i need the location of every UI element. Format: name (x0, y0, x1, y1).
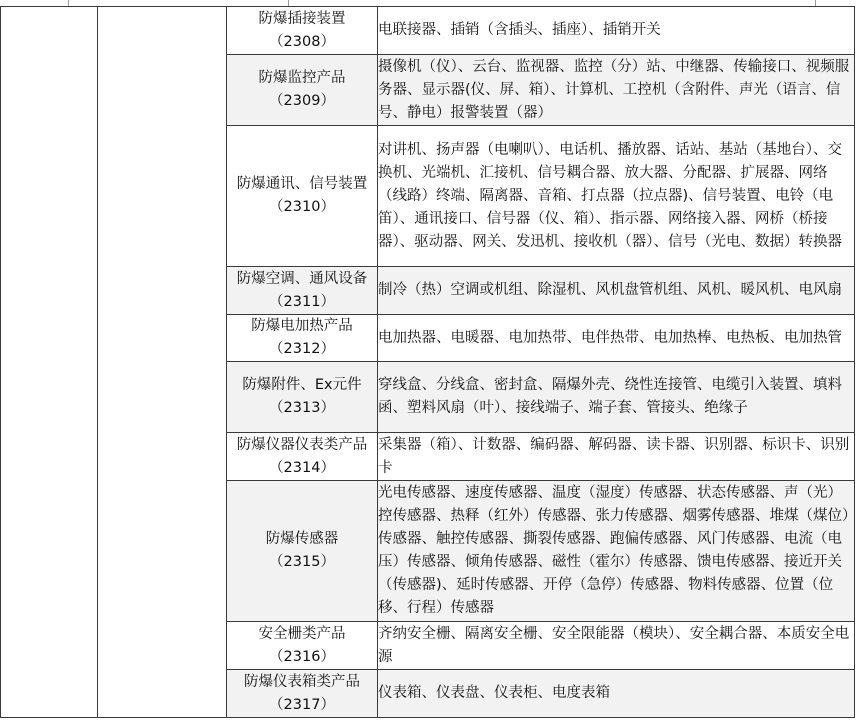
product-name-cell: 防爆仪器仪表类产品 （2314） (227, 433, 378, 481)
product-code: （2312） (269, 341, 335, 357)
product-description-cell: 采集器（箱）、计数器、编码器、解码器、读卡器、识别器、标识卡、识别卡 (378, 433, 855, 481)
product-name-cell: 防爆附件、Ex元件 （2313） (227, 362, 378, 433)
product-name-cell: 防爆传感器 （2315） (227, 481, 378, 622)
product-description-cell: 电加热器、电暖器、电加热带、电伴热带、电加热棒、电热板、电加热管 (378, 315, 855, 362)
product-category-table (0, 6, 855, 718)
product-code: （2314） (269, 459, 335, 476)
product-description-cell: 摄像机（仪）、云台、监视器、监控（分）站、中继器、传输接口、视频服务器、显示器(仪、屏、箱）、计算机、工控机（含附件、声光（语言、信号、静电）报警装置（器） (378, 55, 855, 126)
product-name-cell: 安全栅类产品 （2316） (227, 622, 378, 670)
product-name-cell: 防爆监控产品 （2309） (227, 55, 378, 126)
product-code: （2309） (269, 93, 335, 109)
product-description-cell: 对讲机、扬声器（电喇叭）、电话机、播放器、话站、基站（基地台）、交换机、光端机、汇接机、信号耦合器、放大器、分配器、扩展器、网络（线路）终端、隔离器、音箱、打点器（拉点器)、信号装置、电铃（电笛）、通讯接口、信号器（仪、箱）、指示器、网络接入器、网桥（桥接器）、驱动器、网关、发迅机、接收机（器）、信号（光电、数据）转换器 (378, 126, 855, 267)
product-name-cell: 防爆电加热产品 （2312） (227, 315, 378, 362)
product-name-cell: 防爆插接装置 （2308） (227, 7, 378, 55)
product-code: （2316） (269, 648, 335, 665)
product-code: （2315） (269, 554, 335, 570)
product-code: （2317） (269, 696, 335, 713)
product-description-cell: 穿线盒、分线盒、密封盒、隔爆外壳、绕性连接管、电缆引入装置、填料函、塑料风扇（叶）、接线端子、端子套、管接头、绝缘子 (378, 362, 855, 433)
product-code: （2310） (269, 199, 335, 215)
product-code: （2308） (269, 33, 335, 50)
product-description-cell: 制冷（热）空调或机组、除湿机、风机盘管机组、风机、暖风机、电风扇 (378, 267, 855, 315)
product-code: （2311） (269, 293, 335, 310)
product-description-cell: 电联接器、插销（含插头、插座）、插销开关 (378, 7, 855, 55)
merged-subcategory-cell (98, 7, 227, 718)
product-code: （2313） (269, 400, 335, 416)
product-description-cell: 仪表箱、仪表盘、仪表柜、电度表箱 (378, 670, 855, 718)
product-name-cell: 防爆通讯、信号装置 （2310） (227, 126, 378, 267)
product-name-cell: 防爆空调、通风设备 （2311） (227, 267, 378, 315)
product-name-cell: 防爆仪表箱类产品 （2317） (227, 670, 378, 718)
merged-category-cell (1, 7, 98, 718)
table-row (1, 7, 855, 55)
product-description-cell: 光电传感器、速度传感器、温度（湿度）传感器、状态传感器、声（光）控传感器、热释（红外）传感器、张力传感器、烟雾传感器、堆煤（煤位）传感器、触控传感器、撕裂传感器、跑偏传感器、风门传感器、电流（电压）传感器、倾角传感器、磁性（霍尔）传感器、馈电传感器、接近开关（传感器)、延时传感器、开停（急停）传感器、物料传感器、位置（位移、行程）传感器 (378, 481, 855, 622)
product-description-cell: 齐纳安全栅、隔离安全栅、安全限能器（模块）、安全耦合器、本质安全电源 (378, 622, 855, 670)
